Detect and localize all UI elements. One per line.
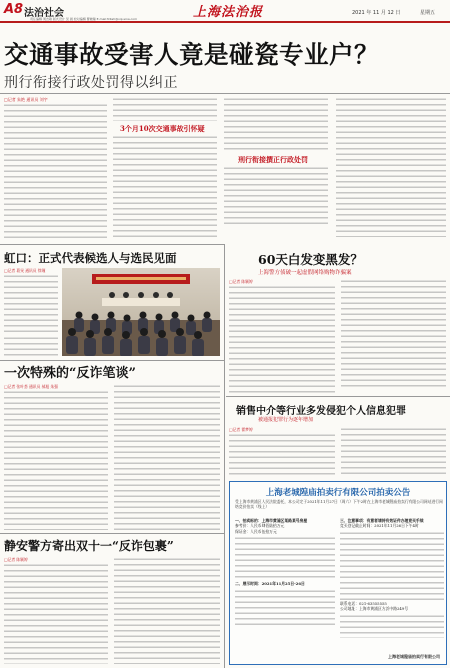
meeting-photo — [62, 268, 220, 356]
auction-intro: 受上海市黄浦区人民法院委托，本公司定于2021年11月27日（周六）下午2时在上海市老城隍庙拍卖行有限公司网站进行网络竞价拍卖（线上） — [235, 499, 443, 510]
story6-col-2 — [341, 427, 446, 477]
lead-section-head-2: 刑行衔接撰正行政处罚 — [238, 155, 308, 164]
story5-col-2 — [341, 279, 446, 387]
story5-subhead: 上海警方侦破一起虚假网络购物诈骗案 — [258, 270, 352, 276]
masthead — [0, 0, 450, 22]
auction-item: 竞买登记截止时间：2021年11月26日下午4时 — [340, 523, 419, 529]
story2-text-2 — [4, 336, 58, 358]
story5-headline: 60天白发变黑发？ — [258, 252, 363, 267]
story4-byline: □记者 陈颖婷 — [4, 557, 28, 562]
lead-col-2b — [113, 135, 217, 241]
issue-date: 2021 年 11 月 12 日 — [352, 10, 401, 16]
story4-headline: 静安警方寄出双十一“反诈包裹” — [4, 539, 174, 553]
lead-byline: □记者 朱艳 通讯员 刘宇 — [4, 97, 48, 102]
auction-footer: 上海老城隍庙拍卖行有限公司 — [388, 654, 440, 659]
auction-address: 上海市黄浦区方浜中路249号 — [358, 606, 408, 612]
paper-name-logo: 上海法治报 — [193, 5, 264, 20]
story2-headline: 虹口：正式代表候选人与选民见面 — [4, 251, 177, 265]
story5-col-1 — [229, 285, 335, 395]
story3-byline: □记者 张叶荟 通讯员 郝旭 朱强 — [4, 384, 58, 389]
lead-col-4 — [336, 97, 446, 237]
story6-headline: 销售中介等行业多发侵犯个人信息犯罪 — [236, 406, 406, 417]
auction-item: 三、注意事项：有意者请持有效证件办理竞买手续 — [340, 518, 424, 523]
meeting-photo-image — [62, 268, 220, 356]
auction-item: 二、展示时间：2021年11月25日-26日 — [235, 581, 305, 587]
lead-col-1 — [4, 103, 107, 241]
story2-byline: □记者 葛旻 通讯员 徐瑾 — [4, 268, 46, 273]
auction-right-col: 三、注意事项：有意者请持有效证件办理竞买手续 竞买登记截止时间：2021年11月26日下午4时 联系电话：021-63555555 公司地址：上海市黄浦区方浜中路249号 — [340, 518, 444, 638]
story6-col-1 — [229, 433, 335, 477]
lead-col-3b — [224, 166, 328, 226]
story6-subhead: 被通报犯罪行为逐年增加 — [258, 417, 314, 423]
auction-address-label: 公司地址 — [340, 606, 356, 612]
story4-col-2 — [114, 557, 220, 664]
lead-section-head: 3个月10次交通事故引怀疑 — [120, 124, 205, 133]
auction-contact: 021-63555555 — [358, 600, 387, 606]
page-code: A8 — [4, 2, 24, 17]
masthead-rule — [0, 21, 450, 23]
lead-headline: 交通事故受害人竟是碰瓷专业户？ — [4, 40, 379, 69]
section-title: 法治社会 — [24, 8, 64, 19]
auction-title: 上海老城隍庙拍卖行有限公司拍卖公告 — [265, 488, 411, 498]
lead-col-3 — [224, 97, 328, 151]
auction-item: 保证金：人民币伍拾万元 — [235, 528, 277, 534]
story6-byline: □记者 翟梦婷 — [229, 427, 253, 432]
auction-notice — [229, 481, 447, 665]
lead-col-2 — [113, 97, 217, 121]
lead-subhead: 刑行衔接行政处罚得以纠正 — [4, 75, 178, 91]
issue-weekday: 星期五 — [420, 10, 436, 16]
story4-col-1 — [4, 563, 108, 664]
auction-item: 参考价：人民币肆佰陆拾万元 — [235, 523, 285, 529]
story5-byline: □记者 陈颖婷 — [229, 279, 253, 284]
story3-col-2 — [114, 384, 220, 530]
editor-line: 责任编辑 周吉敏 版式设计 吴 晨 校对编辑 曹晓瑞 E-mail:fzbsh@vip.sina.com — [30, 17, 138, 21]
story3-col-1 — [4, 390, 108, 530]
auction-left-col — [235, 518, 335, 627]
auction-contact-label: 联系电话 — [340, 600, 356, 606]
story2-text — [4, 274, 58, 334]
story3-headline: 一次特殊的“反诈笔谈” — [4, 366, 136, 381]
auction-item: 一、拍卖标的：上海市黄浦区某路某号房屋 — [235, 518, 308, 523]
